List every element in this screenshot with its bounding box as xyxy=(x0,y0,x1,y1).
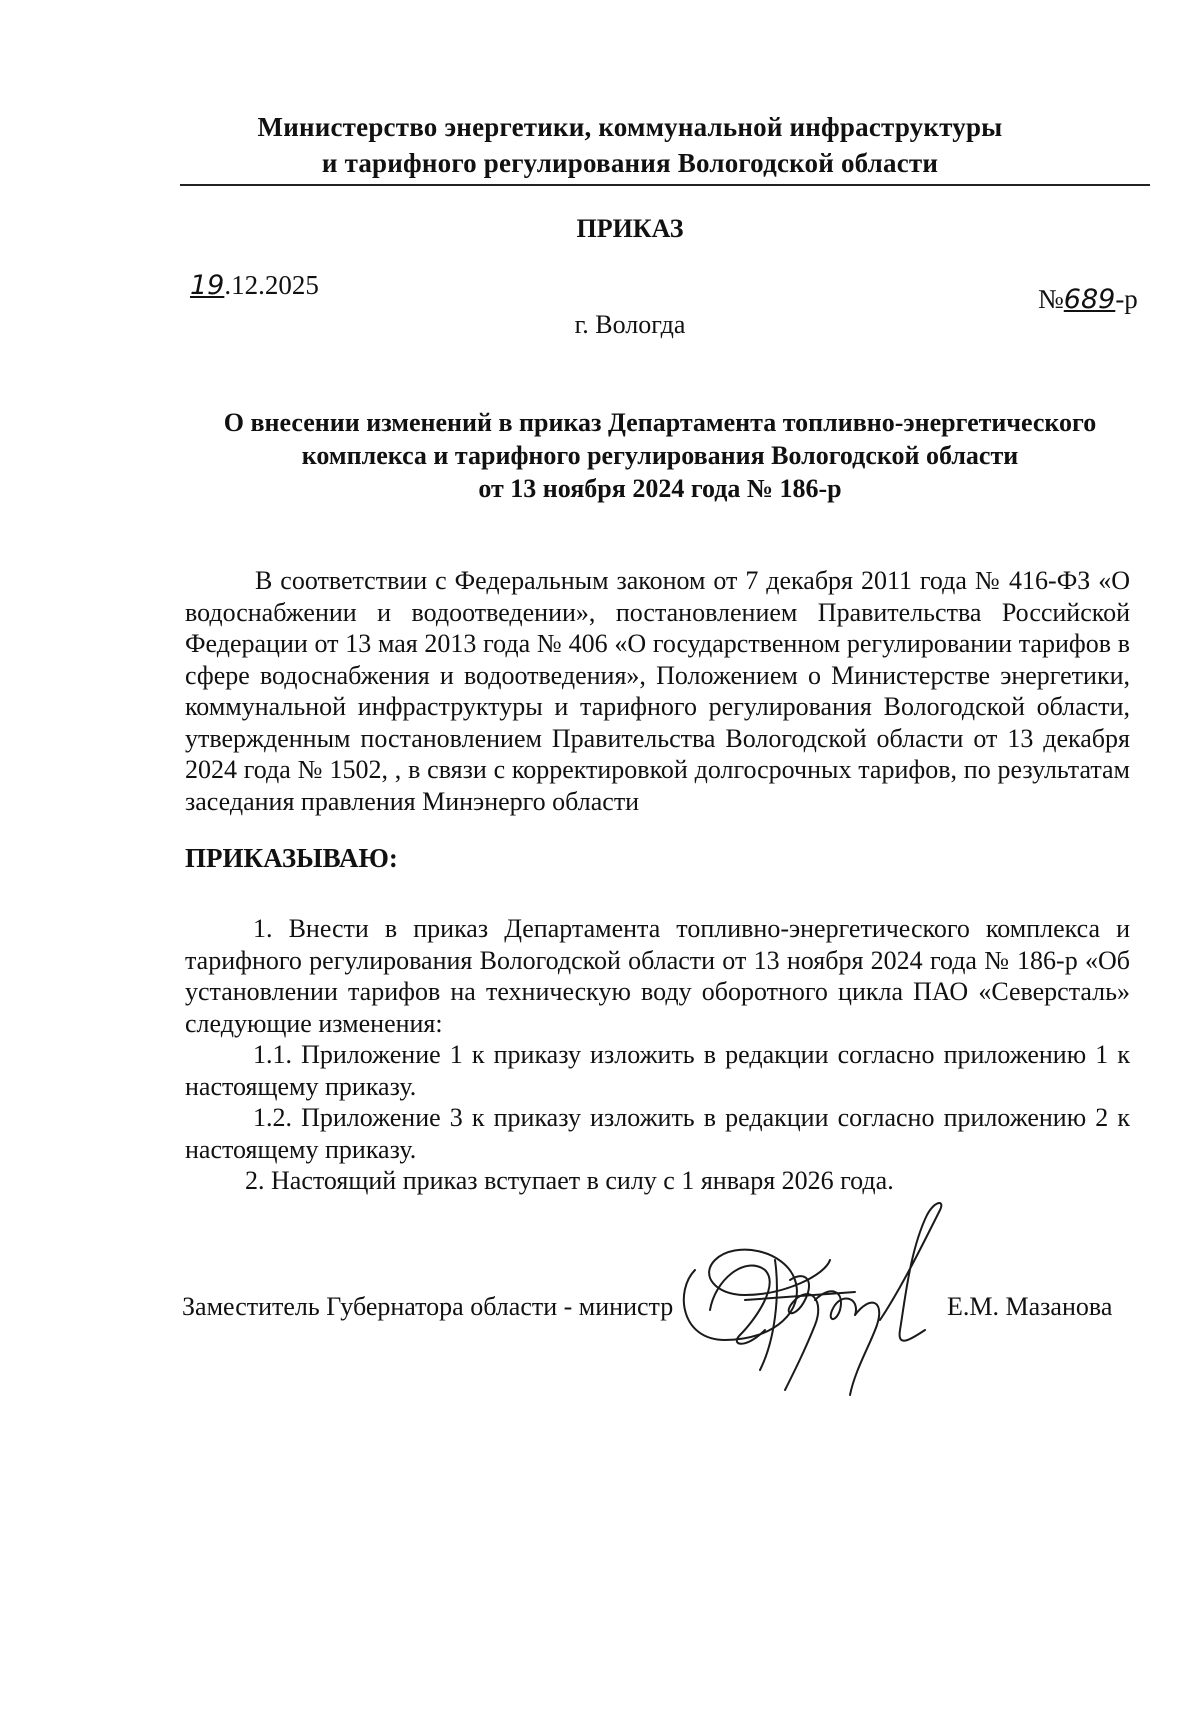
document-subject xyxy=(170,406,1150,505)
ministry-name-line2: и тарифного регулирования Вологодской области xyxy=(321,148,939,178)
signer-name: Е.М. Мазанова xyxy=(947,1292,1113,1321)
subject-line2: комплекса и тарифного регулирования Вологодской области xyxy=(301,441,1019,470)
signer-position: Заместитель Губернатора области - министр xyxy=(182,1292,674,1321)
order-item-2: 2. Настоящий приказ вступает в силу с 1 января 2026 года. xyxy=(245,1166,894,1195)
order-word: ПРИКАЗЫВАЮ: xyxy=(185,843,398,873)
date-day-handwritten: 19 xyxy=(190,270,225,301)
order-item-1-2: 1.2. Приложение 3 к приказу изложить в редакции согласно приложению 2 к настоящему приказу. xyxy=(185,1103,1130,1164)
document-date xyxy=(190,270,319,301)
subject-line3: от 13 ноября 2024 года № 186-р xyxy=(478,474,842,503)
number-suffix: -р xyxy=(1115,284,1138,314)
subject-line1: О внесении изменений в приказ Департамента топливно-энергетического xyxy=(223,408,1097,437)
date-month-year: .12.2025 xyxy=(224,270,319,300)
ministry-name-line1: Министерство энергетики, коммунальной инфраструктуры xyxy=(257,112,1003,142)
preamble-paragraph: В соответствии с Федеральным законом от 7 декабря 2011 года № 416-ФЗ «О водоснабжении и водоотведении», постановлением Правительства Российской Федерации от 13 мая 2013 года № 406 «О государственном регулировании тарифов в сфере водоснабжения и водоотведения», Положением о Министерстве энергетики, коммунальной инфраструктуры и тарифного регулирования Вологодской области, утвержденным постановлением Правительства Вологодской области от 13 декабря 2024 года № 1502, , в связи с корректировкой долгосрочных тарифов, по результатам заседания правления Минэнерго области xyxy=(185,566,1130,816)
handwritten-signature-icon xyxy=(655,1200,985,1400)
order-item-1-1: 1.1. Приложение 1 к приказу изложить в редакции согласно приложению 1 к настоящему приказу. xyxy=(185,1040,1130,1101)
order-item-1: 1. Внести в приказ Департамента топливно-энергетического комплекса и тарифного регулирования Вологодской области от 13 ноября 2024 года № 186-р «Об установлении тарифов на техническую воду оборотного цикла ПАО «Северсталь» следующие изменения: xyxy=(185,914,1130,1038)
header-rule xyxy=(180,184,1150,186)
number-sign: № xyxy=(1038,284,1064,314)
number-handwritten: 689 xyxy=(1063,284,1116,315)
document-city: г. Вологда xyxy=(574,310,686,339)
document-title: ПРИКАЗ xyxy=(576,214,684,243)
